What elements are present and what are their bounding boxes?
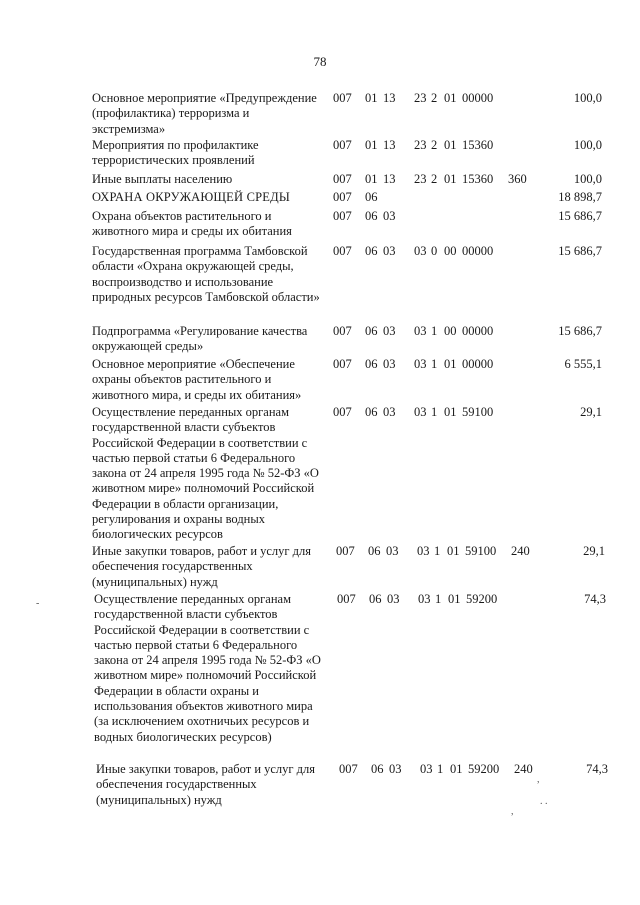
program-code: 03 <box>420 762 433 776</box>
direction-code: 00000 <box>462 324 494 338</box>
program-code: 03 <box>414 244 427 258</box>
amount: 15 686,7 <box>558 209 602 223</box>
scan-speck: . . <box>540 796 548 807</box>
program-code: 03 <box>417 544 430 558</box>
subsection-code: 13 <box>383 138 396 152</box>
activity-code: 01 <box>444 91 457 105</box>
row-name: Основное мероприятие «Предупреждение (профилактика) терроризма и экстремизма» <box>92 91 317 136</box>
ved-code: 007 <box>333 91 352 105</box>
subprogram-code: 1 <box>435 592 442 606</box>
ved-code: 007 <box>336 544 355 558</box>
section-code: 06 <box>365 244 378 258</box>
amount: 6 555,1 <box>564 357 602 371</box>
subsection-code: 03 <box>383 244 396 258</box>
scan-speck: - <box>36 598 40 609</box>
program-code: 03 <box>414 324 427 338</box>
ved-code: 007 <box>333 172 352 186</box>
subprogram-code: 1 <box>431 324 438 338</box>
activity-code: 01 <box>444 405 457 419</box>
section-code: 01 <box>365 91 378 105</box>
subprogram-code: 1 <box>437 762 444 776</box>
expense-type-code: 240 <box>511 544 530 558</box>
subsection-code: 03 <box>383 209 396 223</box>
row-name: ОХРАНА ОКРУЖАЮЩЕЙ СРЕДЫ <box>92 190 290 204</box>
program-code: 23 <box>414 172 427 186</box>
activity-code: 00 <box>444 244 457 258</box>
subsection-code: 03 <box>383 357 396 371</box>
row-name: Иные закупки товаров, работ и услуг для обеспечения государственных (муниципальных) нужд <box>96 762 316 807</box>
row-name: Основное мероприятие «Обеспечение охраны объектов растительного и животного мира, и среды их обитания» <box>92 357 302 402</box>
amount: 15 686,7 <box>558 324 602 338</box>
subprogram-code: 2 <box>431 172 438 186</box>
ved-code: 007 <box>337 592 356 606</box>
row-name: Мероприятия по профилактике террористических проявлений <box>92 138 259 168</box>
subsection-code: 13 <box>383 172 396 186</box>
program-code: 03 <box>414 357 427 371</box>
section-code: 01 <box>365 172 378 186</box>
subsection-code: 03 <box>383 324 396 338</box>
activity-code: 01 <box>450 762 463 776</box>
amount: 18 898,7 <box>558 190 602 204</box>
subprogram-code: 2 <box>431 91 438 105</box>
amount: 74,3 <box>586 762 608 776</box>
amount: 100,0 <box>573 91 602 105</box>
subsection-code: 13 <box>383 91 396 105</box>
row-name: Осуществление переданных органам государственной власти субъектов Российской Федерации в соответствии с частью первой статьи 6 Федерального закона от 24 апреля 1995 года № 52-ФЗ «О животном мире» полномочий Российской Федерации в области организации, регулирования и охраны водных биологических ресурсов <box>92 405 319 542</box>
subsection-code: 03 <box>389 762 402 776</box>
scan-speck: , <box>511 806 514 817</box>
amount: 74,3 <box>584 592 606 606</box>
amount: 29,1 <box>583 544 605 558</box>
program-code: 23 <box>414 138 427 152</box>
subsection-code: 03 <box>383 405 396 419</box>
direction-code: 15360 <box>462 138 494 152</box>
ved-code: 007 <box>333 357 352 371</box>
section-code: 06 <box>365 209 378 223</box>
activity-code: 01 <box>444 138 457 152</box>
subprogram-code: 1 <box>434 544 441 558</box>
direction-code: 00000 <box>462 91 494 105</box>
section-code: 06 <box>368 544 381 558</box>
ved-code: 007 <box>333 190 352 204</box>
amount: 29,1 <box>580 405 602 419</box>
ved-code: 007 <box>339 762 358 776</box>
program-code: 23 <box>414 91 427 105</box>
section-code: 01 <box>365 138 378 152</box>
subsection-code: 03 <box>387 592 400 606</box>
direction-code: 59100 <box>465 544 497 558</box>
subprogram-code: 1 <box>431 405 438 419</box>
section-code: 06 <box>365 324 378 338</box>
subsection-code: 03 <box>386 544 399 558</box>
program-code: 03 <box>414 405 427 419</box>
row-name: Охрана объектов растительного и животного мира и среды их обитания <box>92 209 292 239</box>
activity-code: 00 <box>444 324 457 338</box>
section-code: 06 <box>365 357 378 371</box>
subprogram-code: 1 <box>431 357 438 371</box>
subprogram-code: 0 <box>431 244 438 258</box>
ved-code: 007 <box>333 138 352 152</box>
section-code: 06 <box>365 405 378 419</box>
direction-code: 59100 <box>462 405 494 419</box>
direction-code: 15360 <box>462 172 494 186</box>
direction-code: 00000 <box>462 357 494 371</box>
section-code: 06 <box>371 762 384 776</box>
ved-code: 007 <box>333 405 352 419</box>
row-name: Осуществление переданных органам государственной власти субъектов Российской Федерации в соответствии с частью первой статьи 6 Федерального закона от 24 апреля 1995 года № 52-ФЗ «О животном мире» полномочий Российской Федерации в области охраны и использования объектов животного мира (за исключением охотничьих ресурсов и водных биологических ресурсов) <box>94 592 321 744</box>
program-code: 03 <box>418 592 431 606</box>
section-code: 06 <box>369 592 382 606</box>
ved-code: 007 <box>333 324 352 338</box>
activity-code: 01 <box>447 544 460 558</box>
row-name: Государственная программа Тамбовской области «Охрана окружающей среды, воспроизводство и использование природных ресурсов Тамбовской области» <box>92 244 320 304</box>
page-number: 78 <box>313 54 327 69</box>
amount: 100,0 <box>573 138 602 152</box>
activity-code: 01 <box>444 172 457 186</box>
expense-type-code: 360 <box>508 172 527 186</box>
direction-code: 00000 <box>462 244 494 258</box>
amount: 15 686,7 <box>558 244 602 258</box>
direction-code: 59200 <box>466 592 498 606</box>
ved-code: 007 <box>333 244 352 258</box>
direction-code: 59200 <box>468 762 500 776</box>
expense-type-code: 240 <box>514 762 533 776</box>
row-name: Иные закупки товаров, работ и услуг для обеспечения государственных (муниципальных) нужд <box>92 544 312 589</box>
amount: 100,0 <box>573 172 602 186</box>
subprogram-code: 2 <box>431 138 438 152</box>
activity-code: 01 <box>444 357 457 371</box>
row-name: Иные выплаты населению <box>92 172 233 186</box>
activity-code: 01 <box>448 592 461 606</box>
section-code: 06 <box>365 190 378 204</box>
ved-code: 007 <box>333 209 352 223</box>
scan-speck: , <box>537 774 540 785</box>
row-name: Подпрограмма «Регулирование качества окружающей среды» <box>92 324 308 354</box>
